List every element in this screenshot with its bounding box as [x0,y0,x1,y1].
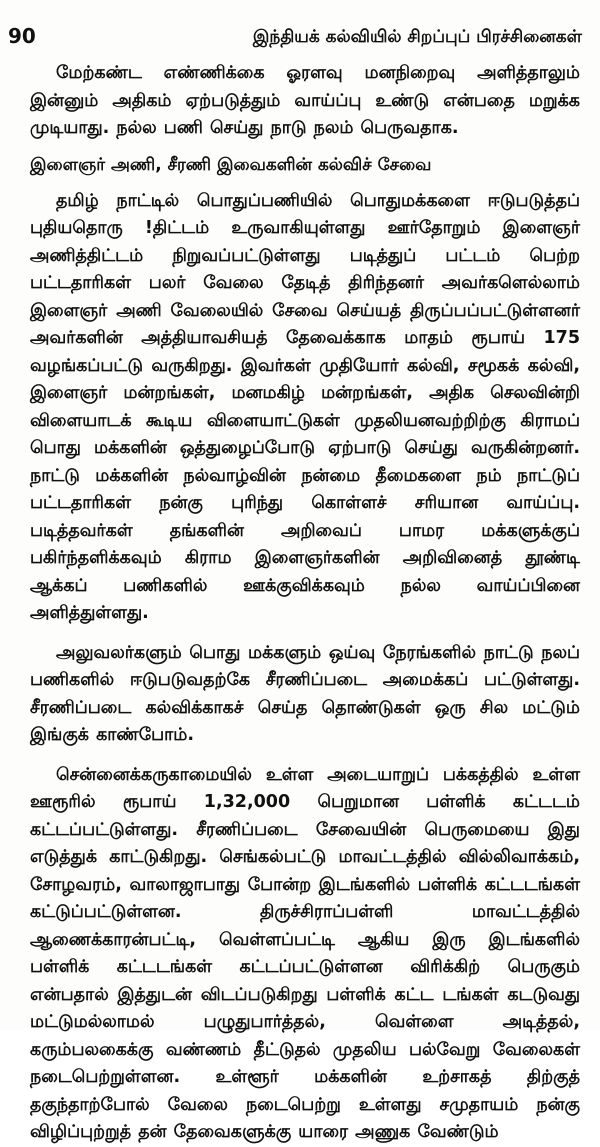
page-header [8,22,588,52]
running-title: இந்தியக் கல்வியில் சிறப்புப் பிரச்சினைகள் [252,27,582,47]
paragraph-youth-wing: தமிழ் நாட்டில் பொதுப்பணியில் பொதுமக்களை ஈடுபடுத்தப் புதியதொரு !திட்டம் உருவாகியுள்ளது ஊர்தோறும் இளைஞர் அணித்திட்டம் நிறுவப்பட்டுள்ளது படித்துப் பட்டம் பெற்ற பட்டதாரிகள் பலர் வேலை தேடித் திரிந்தனர் அவர்களெல்லாம் இளைஞர் அணி வேலையில் சேவை செய்யத் திருப்பப்பட்டுள்ளனர் அவர்களின் அத்தியாவசியத் தேவைக்காக மாதம் ரூபாய் 175 வழங்கப்பட்டு வருகிறது. இவர்கள் முதியோர் கல்வி, சமூகக் கல்வி, இளைஞர் மன்றங்கள், மனமகிழ் மன்றங்கள், அதிக செலவின்றி விளையாடக் கூடிய விளையாட்டுகள் முதலியனவற்றிற்கு கிராமப் பொது மக்களின் ஒத்துழைப்போடு ஏற்பாடு செய்து வருகின்றனர். நாட்டு மக்களின் நல்வாழ்வின் நன்மை தீமைகளை நம் நாட்டுப் பட்டதாரிகள் நன்கு புரிந்து கொள்ளச் சரியான வாய்ப்பு. படித்தவர்கள் தங்களின் அறிவைப் பாமர மக்களுக்குப் பகிர்ந்தளிக்கவும் கிராம இளைஞர்களின் அறிவினைத் தூண்டி ஆக்கப் பணிகளில் ஊக்குவிக்கவும் நல்ல வாய்ப்பினை அளித்துள்ளது. [30,190,580,623]
body-text [30,60,580,1147]
paragraph-seerani: அலுவலர்களும் பொது மக்களும் ஒய்வு நேரங்களில் நாட்டு நலப் பணிகளில் ஈடுபடுவதற்கே சீரணிப்படை அமைக்கப் பட்டுள்ளது. சீரணிப்படை கல்விக்காகச் செய்த தொண்டுகள் ஒரு சில மட்டும் இங்குக் காண்போம். [30,642,580,745]
page-number: 90 [8,24,36,48]
paragraph-school-buildings: சென்னைக்கருகாமையில் உள்ள அடையாறுப் பக்கத்தில் உள்ள ஊரூரில் ரூபாய் 1,32,000 பெறுமான பள்ளிக் கட்டடம் கட்டப்பட்டுள்ளது. சீரணிப்படை சேவையின் பெருமையை இது எடுத்துக் காட்டுகிறது. செங்கல்பட்டு மாவட்டத்தில் வில்லிவாக்கம், சோழவரம், வாலாஜாபாது போன்ற இடங்களில் பள்ளிக் கட்டடங்கள் கட்டுப்பட்டுள்ளன. திருச்சிராப்பள்ளி மாவட்டத்தில் ஆணைக்காரன்பட்டி, வெள்ளப்பட்டி ஆகிய இரு இடங்களில் பள்ளிக் கட்டடங்கள் கட்டப்பட்டுள்ளன விரிக்கிற் பெருகும் என்பதால் இத்துடன் விடப்படுகிறது பள்ளிக் கட்ட டங்கள் கடடுவது மட்டுமல்லாமல் பழுதுபார்த்தல், வெள்ளை அடித்தல், கரும்பலகைக்கு வண்ணம் தீட்டுதல் முதலிய பல்வேறு வேலைகள் நடைபெற்றுள்ளன. உள்ளூர் மக்களின் உற்சாகத் திற்குத் தகுந்தாற்போல் வேலை நடைபெற்று உள்ளது சமுதாயம் நன்கு விழிப்புற்றுத் தன் தேவைகளுக்கு யாரை அணுக வேண்டும் [30,764,580,1142]
paragraph-intro: மேற்கண்ட எண்ணிக்கை ஓரளவு மனநிறைவு அளித்தாலும் இன்னும் அதிகம் ஏற்படுத்தும் வாய்ப்பு உண்டு என்பதை மறுக்க முடியாது. நல்ல பணி செய்து நாடு நலம் பெருவதாக. [30,63,580,138]
section-heading: இளைஞர் அணி, சீரணி இவைகளின் கல்விச் சேவை [30,154,432,175]
